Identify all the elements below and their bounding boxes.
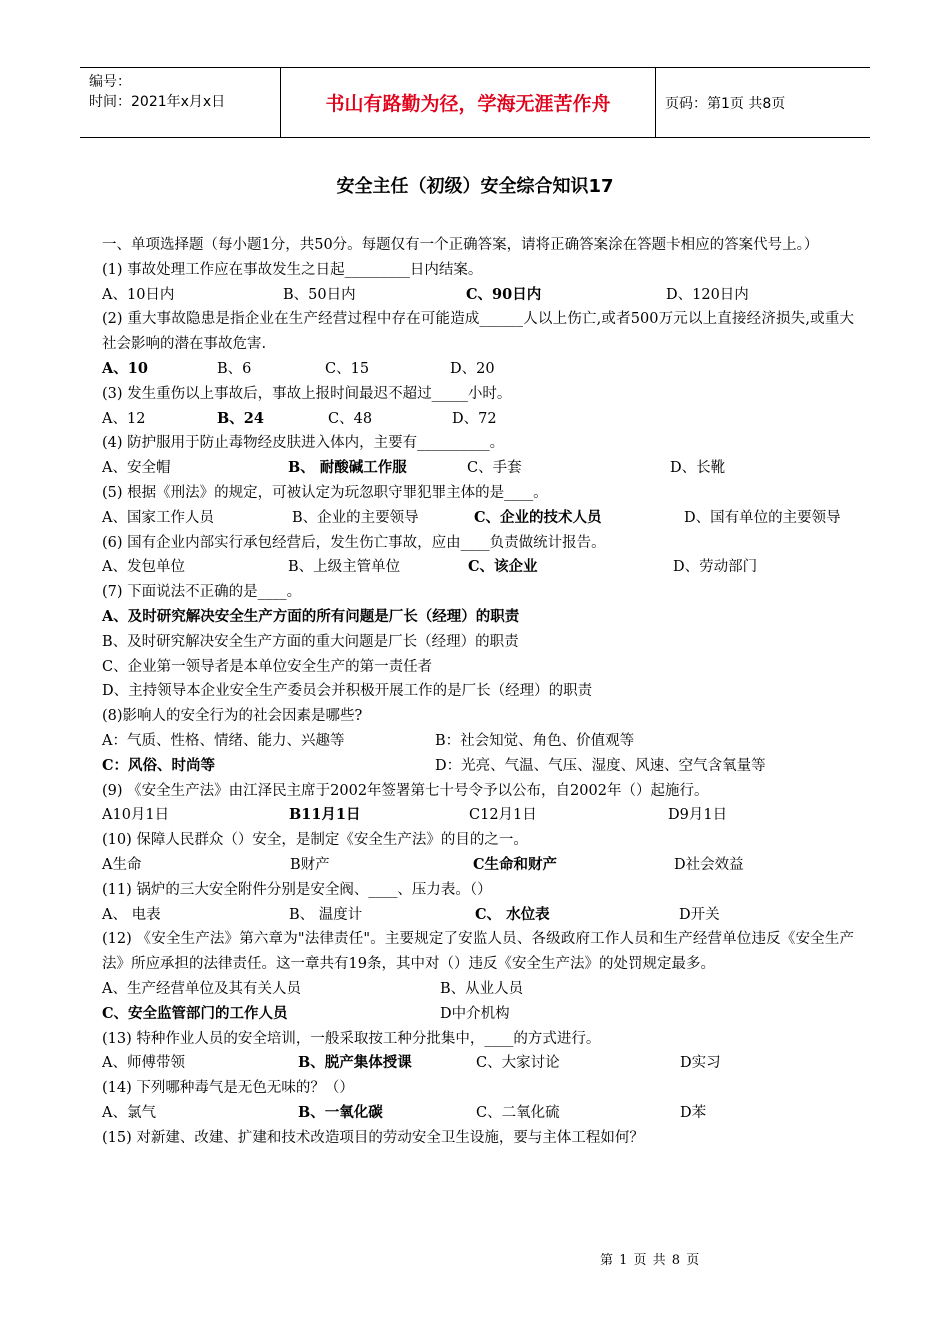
option-answer: C、该企业 bbox=[468, 558, 538, 576]
option: D苯 bbox=[680, 1104, 707, 1121]
option: C、大家讨论 bbox=[476, 1055, 560, 1072]
option: B、50日内 bbox=[283, 286, 356, 303]
header-meta bbox=[80, 68, 280, 137]
option-row bbox=[102, 1101, 854, 1126]
option-row bbox=[102, 754, 854, 779]
time-label: 时间：2021年x月x日 bbox=[89, 94, 226, 110]
option: A、 电表 bbox=[102, 906, 161, 923]
option-row bbox=[102, 729, 854, 754]
option: A、安全帽 bbox=[102, 460, 171, 477]
option-row bbox=[102, 1002, 854, 1027]
option: B财产 bbox=[290, 856, 330, 873]
question-text: (12) 《安全生产法》第六章为"法律责任"。主要规定了安监人员、各级政府工作人员和生产经营单位违反《安全生产法》所应承担的法律责任。这一章共有19条，其中对（）违反《安全生产法》的处罚规定最多。 bbox=[102, 931, 854, 973]
question-text: (8)影响人的安全行为的社会因素是哪些? bbox=[102, 708, 363, 725]
option: D、主持领导本企业安全生产委员会并积极开展工作的是厂长（经理）的职责 bbox=[102, 683, 593, 700]
option: B、上级主管单位 bbox=[288, 559, 401, 576]
option: A、师傅带领 bbox=[102, 1055, 185, 1072]
option: C、手套 bbox=[467, 460, 522, 477]
header-table bbox=[80, 67, 870, 138]
option-answer: C生命和财产 bbox=[473, 855, 558, 873]
option-row bbox=[102, 506, 854, 531]
option: C、二氧化硫 bbox=[476, 1104, 560, 1121]
page-footer: 第 1 页 共 8 页 bbox=[600, 1253, 701, 1268]
option-row bbox=[102, 1051, 854, 1076]
option-row bbox=[102, 555, 854, 580]
option: C、48 bbox=[328, 410, 373, 427]
option: D9月1日 bbox=[668, 807, 728, 824]
option: B、及时研究解决安全生产方面的重大问题是厂长（经理）的职责 bbox=[102, 633, 519, 650]
option-answer: C、90日内 bbox=[466, 285, 542, 303]
question-text: (9) 《安全生产法》由江泽民主席于2002年签署第七十号令予以公布，自2002年（）起施行。 bbox=[102, 782, 709, 799]
question-text: (6) 国有企业内部实行承包经营后，发生伤亡事故，应由____负责做统计报告。 bbox=[102, 534, 606, 551]
option-answer: B、一氧化碳 bbox=[298, 1103, 383, 1121]
section-intro: 一、单项选择题（每小题1分，共50分。每题仅有一个正确答案，请将正确答案涂在答题卡相应的答案代号上。） bbox=[102, 237, 819, 253]
option-answer: C、安全监管部门的工作人员 bbox=[102, 1004, 288, 1022]
option: D、72 bbox=[452, 410, 497, 427]
question-text: (10) 保障人民群众（）安全，是制定《安全生产法》的目的之一。 bbox=[102, 832, 528, 849]
option: A、国家工作人员 bbox=[102, 509, 214, 526]
option: D社会效益 bbox=[674, 856, 744, 873]
option-row bbox=[102, 407, 854, 432]
option-row bbox=[102, 456, 854, 481]
option: D、20 bbox=[450, 360, 495, 377]
option: D、长靴 bbox=[670, 460, 726, 477]
option: D、国有单位的主要领导 bbox=[684, 509, 841, 526]
option: D实习 bbox=[680, 1055, 721, 1072]
option: A：气质、性格、情绪、能力、兴趣等 bbox=[102, 732, 345, 749]
question-text: (4) 防护服用于防止毒物经皮肤进入体内，主要有__________。 bbox=[102, 435, 505, 452]
option: A、10日内 bbox=[102, 286, 175, 303]
option-row bbox=[102, 853, 854, 878]
option-answer: A、10 bbox=[102, 359, 148, 377]
document-title: 安全主任（初级）安全综合知识17 bbox=[336, 176, 614, 197]
option-answer: B11月1日 bbox=[289, 806, 361, 824]
question-text: (13) 特种作业人员的安全培训，一般采取按工种分批集中，____的方式进行。 bbox=[102, 1030, 601, 1047]
header-page-info: 页码：第1页 共8页 bbox=[665, 95, 786, 112]
question-list bbox=[102, 233, 854, 1150]
option: B：社会知觉、角色、价值观等 bbox=[435, 732, 635, 749]
option: D：光亮、气温、气压、湿度、风速、空气含氧量等 bbox=[435, 757, 766, 774]
option: A、氯气 bbox=[102, 1104, 156, 1121]
question-text: (1) 事故处理工作应在事故发生之日起_________日内结案。 bbox=[102, 261, 483, 278]
question-text: (5) 根据《刑法》的规定，可被认定为玩忽职守罪犯罪主体的是____。 bbox=[102, 484, 548, 501]
option: C12月1日 bbox=[469, 807, 537, 824]
header-motto: 书山有路勤为径，学海无涯苦作舟 bbox=[280, 68, 656, 137]
option-answer: C、企业的技术人员 bbox=[474, 508, 602, 526]
option: B、从业人员 bbox=[440, 980, 524, 997]
option-row bbox=[102, 283, 854, 308]
option: D中介机构 bbox=[440, 1005, 510, 1022]
question-text: (7) 下面说法不正确的是____。 bbox=[102, 584, 302, 601]
option: B、 温度计 bbox=[289, 906, 363, 923]
option-row bbox=[102, 977, 854, 1002]
option: A、生产经营单位及其有关人员 bbox=[102, 980, 301, 997]
question-text: (3) 发生重伤以上事故后，事故上报时间最迟不超过_____小时。 bbox=[102, 385, 512, 402]
serial-label: 编号： bbox=[89, 74, 131, 90]
option-answer: A、及时研究解决安全生产方面的所有问题是厂长（经理）的职责 bbox=[102, 607, 520, 625]
option-answer: B、 耐酸碱工作服 bbox=[288, 459, 407, 477]
option: D、劳动部门 bbox=[673, 559, 758, 576]
option-row bbox=[102, 803, 854, 828]
option: A、发包单位 bbox=[102, 559, 185, 576]
option: A、12 bbox=[102, 410, 146, 427]
option: C、15 bbox=[325, 360, 370, 377]
option-answer: C、 水位表 bbox=[475, 905, 550, 923]
option-answer: B、脱产集体授课 bbox=[298, 1054, 412, 1072]
option-answer: B、24 bbox=[217, 409, 264, 427]
option: D、120日内 bbox=[666, 286, 749, 303]
option: B、企业的主要领导 bbox=[292, 509, 419, 526]
option-row bbox=[102, 903, 854, 928]
option: C、企业第一领导者是本单位安全生产的第一责任者 bbox=[102, 658, 433, 675]
option-row bbox=[102, 357, 854, 382]
question-text: (2) 重大事故隐患是指企业在生产经营过程中存在可能造成______人以上伤亡,或者500万元以上直接经济损失,或重大社会影响的潜在事故危害. bbox=[102, 311, 854, 353]
option-answer: C：风俗、时尚等 bbox=[102, 756, 216, 774]
option: B、6 bbox=[217, 360, 252, 377]
question-text: (11) 锅炉的三大安全附件分别是安全阀、____、压力表。（） bbox=[102, 881, 492, 898]
option: D开关 bbox=[679, 906, 720, 923]
question-text: (14) 下列哪种毒气是无色无味的？（） bbox=[102, 1080, 354, 1097]
option: A生命 bbox=[102, 856, 142, 873]
question-text: (15) 对新建、改建、扩建和技术改造项目的劳动安全卫生设施，要与主体工程如何？ bbox=[102, 1129, 644, 1146]
option: A10月1日 bbox=[102, 807, 170, 824]
